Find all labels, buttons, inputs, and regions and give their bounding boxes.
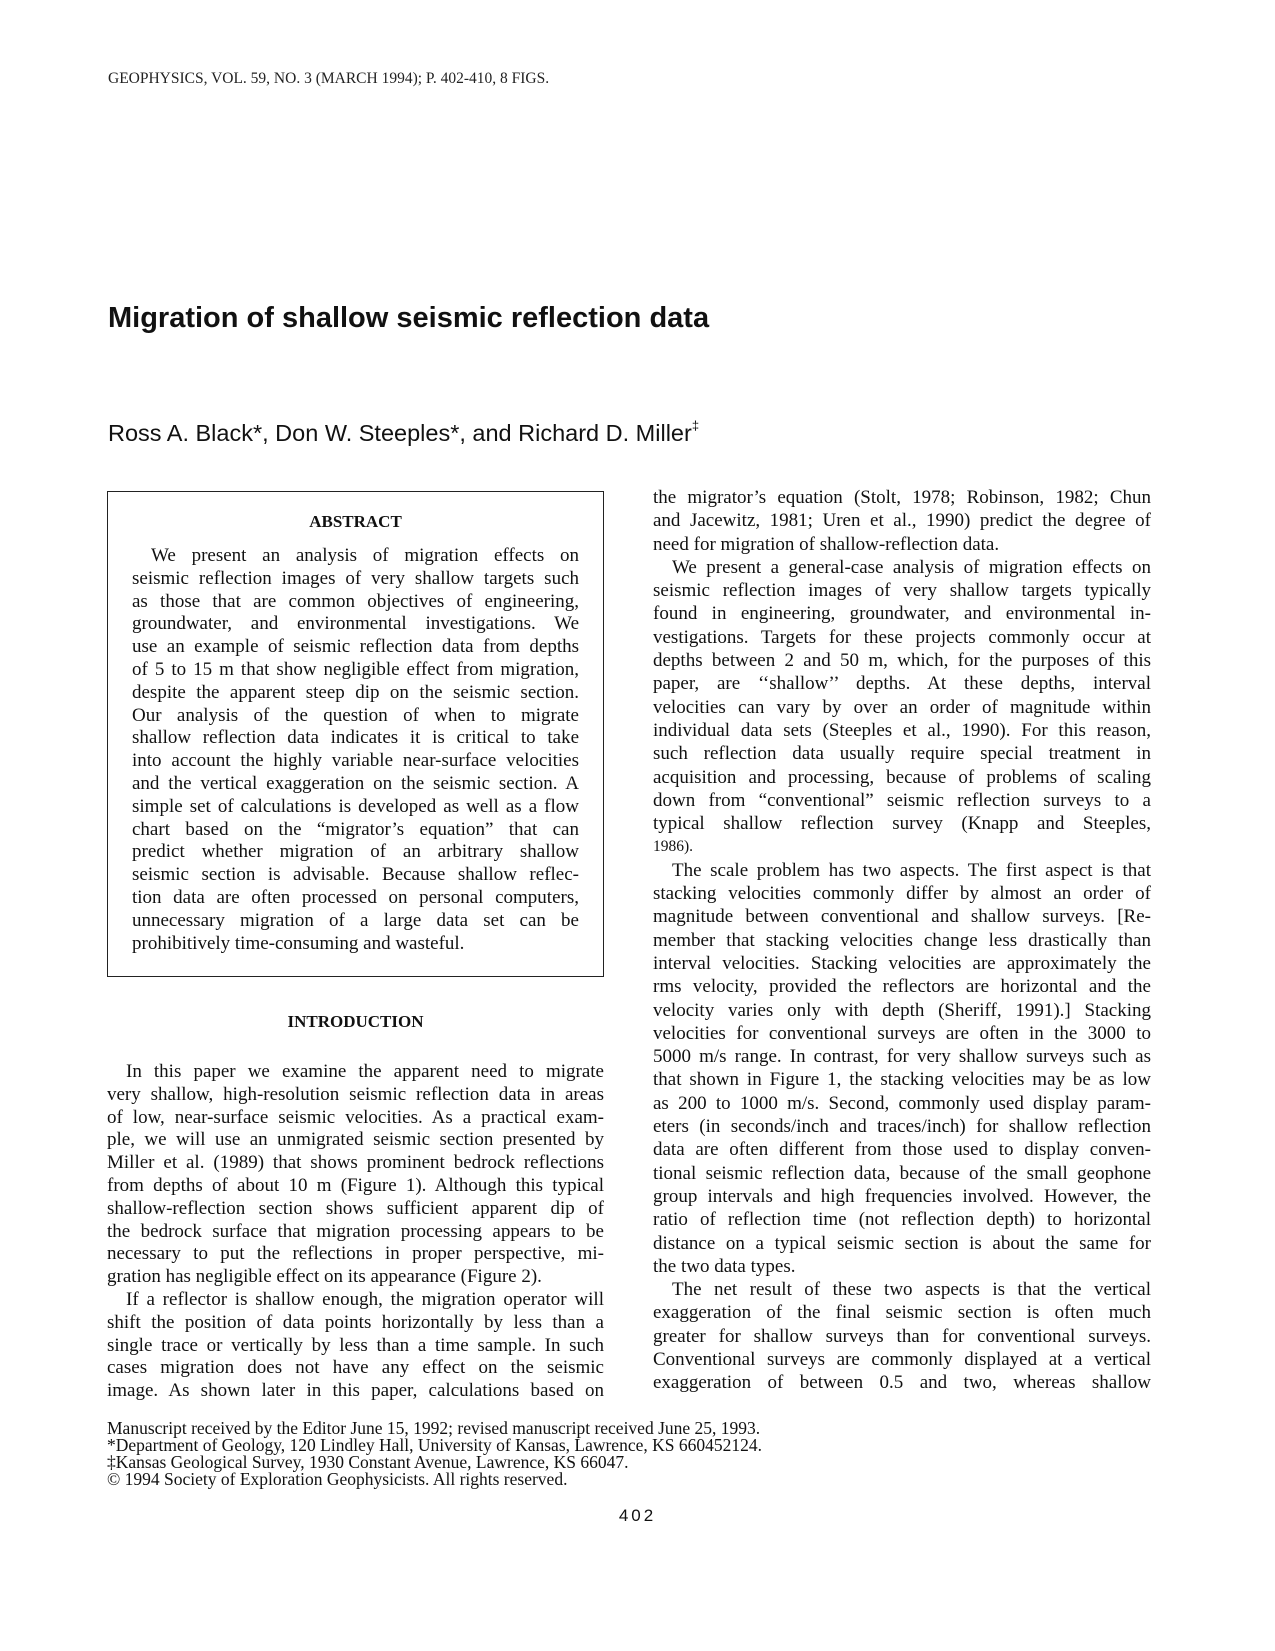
abstract-line: Our analysis of the question of when to migrate [132,704,579,726]
body-line: greater for shallow surveys than for conventional surveys. [653,1325,1151,1347]
journal-header: GEOPHYSICS, VOL. 59, NO. 3 (MARCH 1994); P. 402-410, 8 FIGS. [108,70,550,87]
body-line: need for migration of shallow-reflection data. [653,533,1000,555]
body-line: We present a general-case analysis of migration effects on [672,556,1151,578]
body-line: The scale problem has two aspects. The first aspect is that [672,859,1151,881]
body-line: the migrator’s equation (Stolt, 1978; Robinson, 1982; Chun [653,487,1151,508]
abstract-line: of 5 to 15 m that show negligible effect from migration, [132,658,579,680]
abstract-line: prohibitively time-consuming and wasteful. [132,932,465,954]
body-line: The net result of these two aspects is that the vertical [672,1279,1151,1301]
right-column-body [653,486,1151,1395]
body-line: individual data sets (Steeples et al., 1990). For this reason, [653,719,1151,741]
body-line: shallow-reflection section shows sufficient apparent dip of [107,1197,604,1219]
body-line: velocities can vary by over an order of magnitude within [653,696,1151,718]
page-number: 402 [618,1506,657,1525]
body-line: typical shallow reflection survey (Knapp and Steeples, [653,813,1151,835]
body-line: the bedrock surface that migration processing appears to be [107,1220,604,1242]
abstract-line: chart based on the “migrator’s equation” that can [132,818,579,840]
body-line: such reflection data usually require special treatment in [653,743,1151,765]
abstract-body [132,545,579,955]
body-line: eters (in seconds/inch and traces/inch) for shallow reflection [653,1116,1151,1138]
body-line: velocities for conventional surveys are often in the 3000 to [653,1022,1151,1044]
paper-title: Migration of shallow seismic reflection data [108,302,710,334]
abstract-line: predict whether migration of an arbitrary shallow [132,841,579,863]
abstract-line: shallow reflection data indicates it is critical to take [132,727,579,749]
footnote-manuscript: Manuscript received by the Editor June 15, 1992; revised manuscript received June 25, 1993. [107,1418,761,1438]
body-line: group intervals and high frequencies involved. However, the [653,1185,1151,1207]
body-line: acquisition and processing, because of problems of scaling [653,766,1151,788]
body-line: 1986). [653,838,694,856]
abstract-line: groundwater, and environmental investigations. We [132,613,579,635]
body-line: member that stacking velocities change less drastically than [653,929,1151,951]
footnotes [107,1420,827,1488]
body-line: data are often different from those used to display conven- [653,1139,1151,1161]
body-line: 5000 m/s range. In contrast, for very shallow surveys such as [653,1046,1151,1068]
body-line: very shallow, high-resolution seismic reflection data in areas [107,1083,604,1105]
body-line: interval velocities. Stacking velocities are approximately the [653,952,1151,974]
body-line: vestigations. Targets for these projects commonly occur at [653,626,1151,648]
abstract-line: despite the apparent steep dip on the seismic section. [132,681,579,703]
body-line: tional seismic reflection data, because of the small geophone [653,1162,1151,1184]
body-line: Miller et al. (1989) that shows prominent bedrock reflections [107,1152,604,1174]
body-line: the two data types. [653,1255,796,1277]
abstract-line: use an example of seismic reflection data from depths [132,636,579,658]
body-line: stacking velocities commonly differ by almost an order of [653,883,1151,905]
body-line: and Jacewitz, 1981; Uren et al., 1990) predict the degree of [653,510,1151,532]
body-line: ple, we will use an unmigrated seismic section presented by [107,1129,604,1151]
introduction-heading: INTRODUCTION [287,1012,424,1031]
author-affiliation-mark: ‡ [691,418,700,433]
abstract-line: seismic section is advisable. Because shallow reflec- [132,864,579,886]
body-line: of low, near-surface seismic velocities. As a practical exam- [107,1106,604,1128]
body-line: depths between 2 and 50 m, which, for the purposes of this [653,650,1151,672]
footnote-copyright: © 1994 Society of Exploration Geophysicists. All rights reserved. [107,1469,568,1489]
abstract-line: as those that are common objectives of engineering, [132,590,579,612]
body-line: that shown in Figure 1, the stacking velocities may be as low [653,1069,1151,1091]
body-line: single trace or vertically by less than a time sample. In such [107,1334,604,1356]
body-line: paper, are ‘‘shallow’’ depths. At these depths, interval [653,673,1151,695]
abstract-box [107,491,604,977]
abstract-line: simple set of calculations is developed as well as a flow [132,795,579,817]
author-names: Ross A. Black*, Don W. Steeples*, and Richard D. Miller [108,420,692,446]
body-line: distance on a typical seismic section is about the same for [653,1232,1151,1254]
abstract-heading: ABSTRACT [309,512,402,531]
body-line: from depths of about 10 m (Figure 1). Although this typical [107,1174,604,1196]
body-line: exaggeration of between 0.5 and two, whereas shallow [653,1372,1151,1394]
footnote-affiliation-geology: *Department of Geology, 120 Lindley Hall, University of Kansas, Lawrence, KS 660452124. [107,1435,762,1455]
body-line: found in engineering, groundwater, and environmental in- [653,603,1151,625]
body-line: down from “conventional” seismic reflection surveys to a [653,789,1151,811]
body-line: velocity varies only with depth (Sheriff, 1991).] Stacking [653,999,1151,1021]
introduction-body [107,1061,604,1403]
body-line: shift the position of data points horizontally by less than a [107,1311,604,1333]
author-list [108,418,699,447]
abstract-line: into account the highly variable near-surface velocities [132,750,579,772]
abstract-line: and the vertical exaggeration on the seismic section. A [132,772,579,794]
body-line: exaggeration of the final seismic section is often much [653,1302,1151,1324]
body-line: cases migration does not have any effect on the seismic [107,1357,604,1379]
body-line: If a reflector is shallow enough, the migration operator will [126,1288,604,1310]
body-line: image. As shown later in this paper, calculations based on [107,1380,604,1402]
body-line: ratio of reflection time (not reflection depth) to horizontal [653,1209,1151,1231]
body-line: Conventional surveys are commonly displayed at a vertical [653,1348,1151,1370]
footnote-affiliation-survey: ‡Kansas Geological Survey, 1930 Constant Avenue, Lawrence, KS 66047. [107,1452,629,1472]
body-line: necessary to put the reflections in proper perspective, mi- [107,1243,604,1265]
body-line: as 200 to 1000 m/s. Second, commonly used display param- [653,1092,1151,1114]
abstract-line: unnecessary migration of a large data set can be [132,909,579,931]
body-line: rms velocity, provided the reflectors are horizontal and the [653,976,1151,998]
body-line: seismic reflection images of very shallow targets typically [653,580,1151,602]
body-line: gration has negligible effect on its appearance (Figure 2). [107,1266,542,1288]
abstract-line: We present an analysis of migration effects on [151,545,579,566]
body-line: magnitude between conventional and shallow surveys. [Re- [653,906,1151,928]
abstract-line: seismic reflection images of very shallow targets such [132,567,579,589]
abstract-line: tion data are often processed on personal computers, [132,886,579,908]
body-line: In this paper we examine the apparent need to migrate [126,1061,604,1082]
